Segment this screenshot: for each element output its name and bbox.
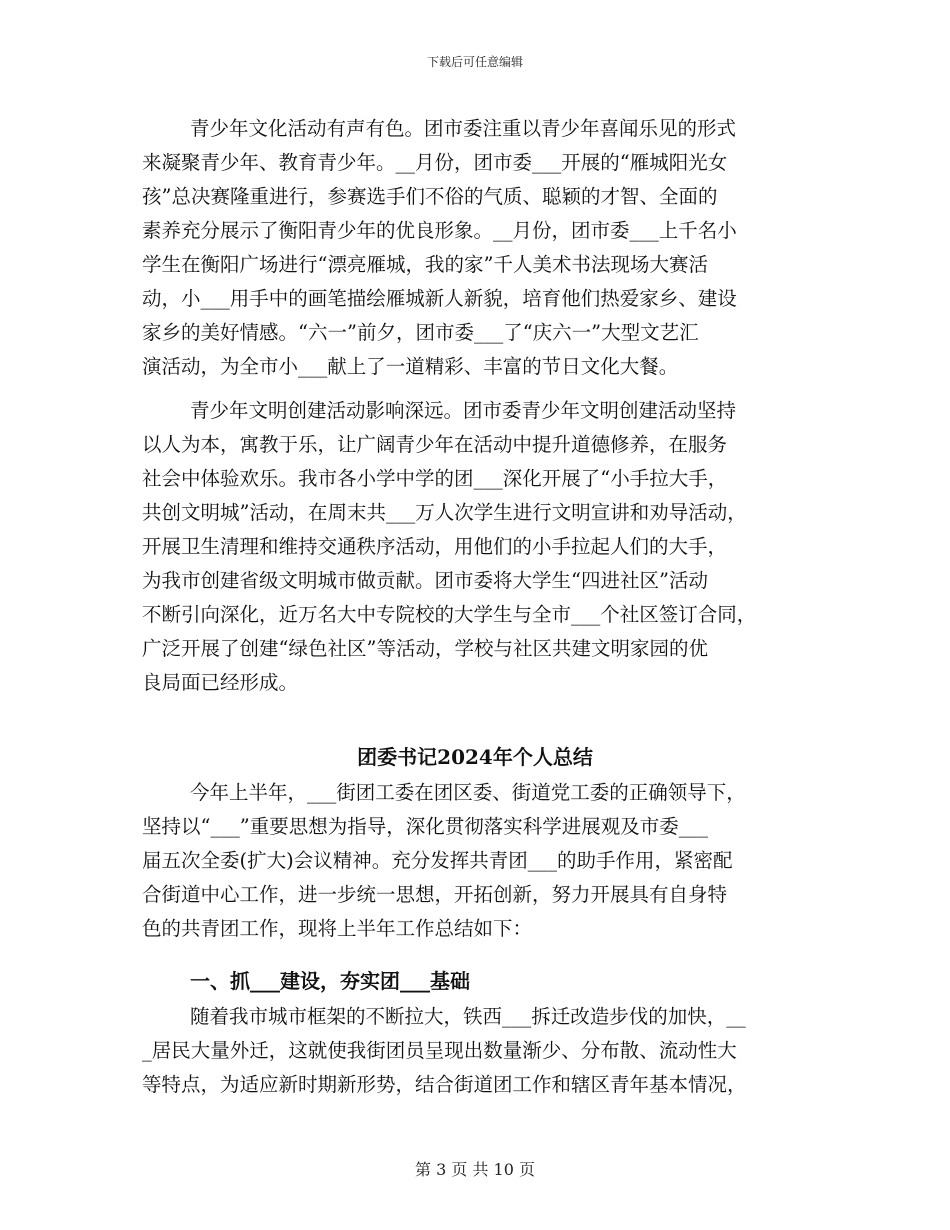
paragraph-line: 社会中体验欢乐。我市各小学中学的团___深化开展了“小手拉大手， [142, 467, 728, 490]
paragraph-line: 坚持以“___”重要思想为指导，深化贯彻落实科学进展观及市委___ [142, 815, 708, 838]
paragraph-line: 学生在衡阳广场进行“漂亮雁城，我的家”千人美术书法现场大赛活 [142, 253, 708, 276]
paragraph-line: 开展卫生清理和维持交通秩序活动，用他们的小手拉起人们的大手， [142, 535, 728, 558]
paragraph-line: 届五次全委(扩大)会议精神。充分发挥共青团___的助手作用，紧密配 [142, 849, 733, 872]
paragraph-line: 广泛开展了创建“绿色社区”等活动，学校与社区共建文明家园的优 [142, 637, 708, 660]
paragraph-line: 随着我市城市框架的不断拉大，铁西___拆迁改造步伐的加快，__ [190, 1005, 746, 1028]
paragraph-line: 合街道中心工作，进一步统一思想，开拓创新，努力开展具有自身特 [142, 883, 728, 906]
paragraph-line: 今年上半年，___街团工委在团区委、街道党工委的正确领导下， [190, 781, 746, 804]
paragraph-line: 来凝聚青少年、教育青少年。__月份，团市委___开展的“雁城阳光女 [142, 151, 728, 174]
document-title: 团委书记2024年个人总结 [357, 745, 593, 769]
page-header: 下载后可任意编辑 [426, 55, 523, 69]
paragraph-line: 色的共青团工作，现将上半年工作总结如下： [142, 917, 533, 940]
paragraph-line: 家乡的美好情感。“六一”前夕，团市委___了“庆六一”大型文艺汇 [142, 321, 699, 344]
paragraph-line: 素养充分展示了衡阳青少年的优良形象。__月份，团市委___上千名小 [142, 219, 737, 242]
paragraph-line: _居民大量外迁，这就使我街团员呈现出数量渐少、分布散、流动性大 [142, 1039, 737, 1062]
paragraph-line: 不断引向深化，近万名大中专院校的大学生与全市___个社区签订合同， [142, 603, 757, 626]
section-heading: 一、抓___建设，夯实团___基础 [190, 969, 470, 993]
paragraph-line: 动，小___用手中的画笔描绘雁城新人新貌，培育他们热爱家乡、建设 [142, 287, 737, 310]
paragraph-line: 孩”总决赛隆重进行，参赛选手们不俗的气质、聪颖的才智、全面的 [142, 185, 718, 208]
paragraph-line: 为我市创建省级文明城市做贡献。团市委将大学生“四进社区”活动 [142, 569, 708, 592]
paragraph-line: 良局面已经形成。 [142, 671, 299, 694]
paragraph-line: 青少年文化活动有声有色。团市委注重以青少年喜闻乐见的形式 [190, 117, 737, 140]
page-footer: 第 3 页 共 10 页 [415, 1160, 535, 1179]
paragraph-line: 青少年文明创建活动影响深远。团市委青少年文明创建活动坚持 [190, 399, 737, 422]
paragraph-line: 演活动，为全市小___献上了一道精彩、丰富的节日文化大餐。 [142, 355, 679, 378]
paragraph-line: 共创文明城”活动，在周末共___万人次学生进行文明宣讲和劝导活动， [142, 501, 747, 524]
paragraph-line: 等特点，为适应新时期新形势，结合街道团工作和辖区青年基本情况， [142, 1073, 747, 1096]
paragraph-line: 以人为本，寓教于乐，让广阔青少年在活动中提升道德修养，在服务 [142, 433, 728, 456]
